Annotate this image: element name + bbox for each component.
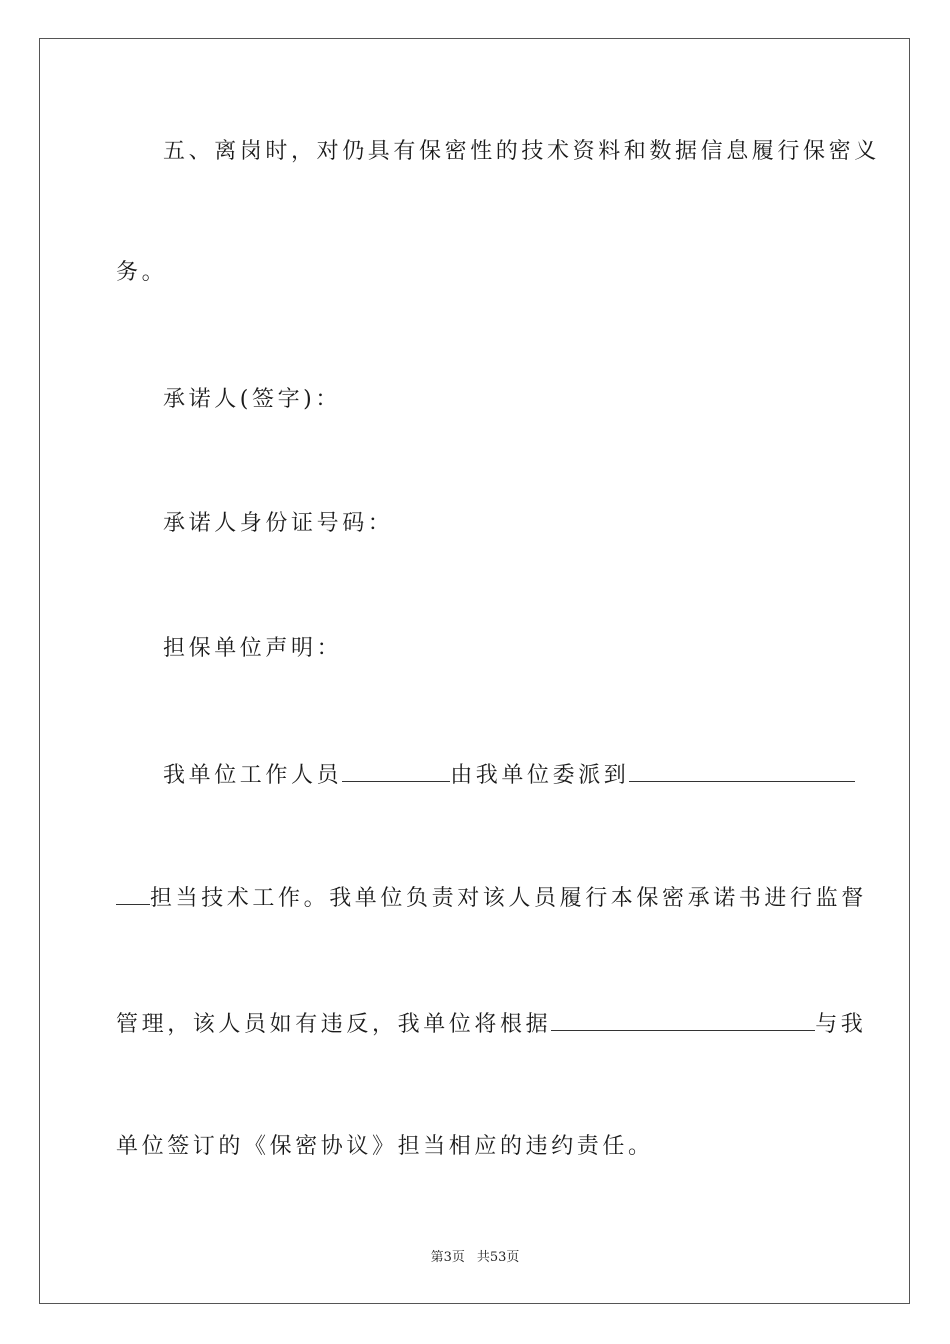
page-total: 共53页 bbox=[476, 1250, 520, 1265]
promiser-signature-label: 承诺人(签字)： bbox=[163, 387, 341, 412]
paragraph-5-line-2: 务。 bbox=[116, 260, 168, 285]
statement-line-3-part-1: 管理，该人员如有违反，我单位将根据 bbox=[116, 1012, 552, 1037]
employee-name-blank bbox=[342, 759, 450, 782]
guarantor-statement-heading: 担保单位声明： bbox=[163, 636, 343, 661]
page-border bbox=[39, 38, 910, 1304]
promiser-id-label: 承诺人身份证号码： bbox=[163, 511, 394, 536]
page-number: 第3页 bbox=[430, 1250, 465, 1265]
statement-line-4: 单位签订的《保密协议》担当相应的违约责任。 bbox=[116, 1134, 654, 1159]
statement-line-1-part-2: 由我单位委派到 bbox=[450, 763, 630, 788]
statement-line-2-text: 担当技术工作。我单位负责对该人员履行本保密承诺书进行监督 bbox=[150, 886, 867, 911]
statement-line-3-part-2: 与我 bbox=[815, 1012, 867, 1037]
statement-line-1-part-1: 我单位工作人员 bbox=[163, 763, 343, 788]
paragraph-5-line-1: 五、离岗时，对仍具有保密性的技术资料和数据信息履行保密义 bbox=[163, 139, 880, 164]
statement-line-1 bbox=[116, 759, 834, 791]
assignment-target-blank-continued bbox=[116, 882, 150, 905]
assignment-target-blank bbox=[629, 759, 855, 782]
basis-blank bbox=[551, 1008, 815, 1031]
page-footer bbox=[0, 1246, 950, 1265]
statement-line-3 bbox=[116, 1008, 867, 1040]
statement-line-2 bbox=[116, 882, 867, 914]
